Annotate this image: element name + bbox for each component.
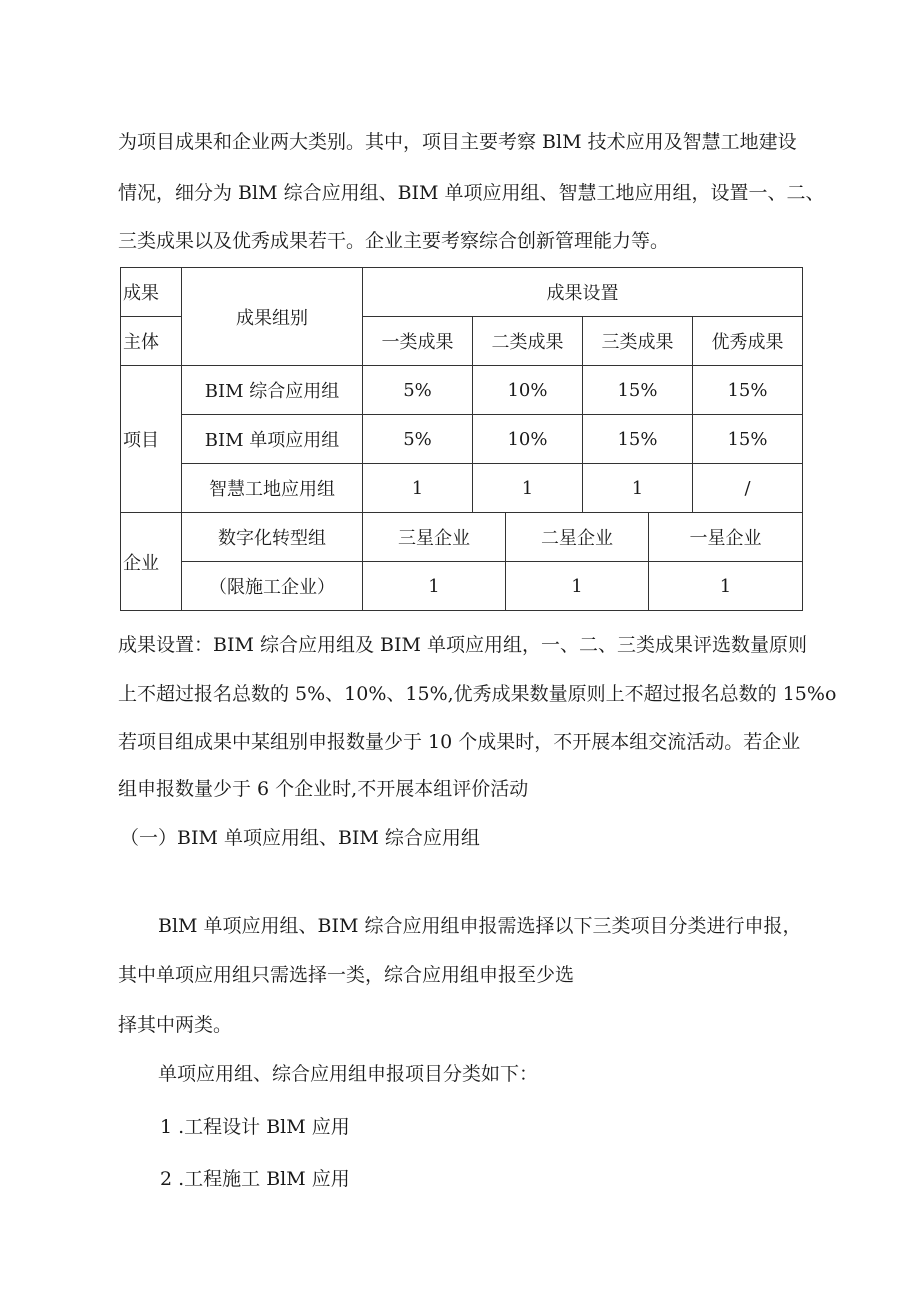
notes-line-2: 上不超过报名总数的 5%、10%、15%,优秀成果数量原则上不超过报名总数的 15%o (118, 683, 837, 705)
level-cell: 二星企业 (506, 513, 649, 562)
header-col-2: 二类成果 (473, 317, 583, 366)
intro-line-3: 三类成果以及优秀成果若干。企业主要考察综合创新管理能力等。 (118, 230, 670, 252)
list-item: 1 .工程设计 BlM 应用 (160, 1116, 350, 1138)
header-setting: 成果设置 (363, 268, 803, 317)
value-cell: 1 (583, 464, 693, 513)
value-cell: 15% (583, 415, 693, 464)
header-group: 成果组别 (182, 268, 363, 366)
value-cell: 15% (583, 366, 693, 415)
header-col-3: 三类成果 (583, 317, 693, 366)
value-cell: 1 (363, 562, 506, 611)
section-body-line-3: 择其中两类。 (118, 1014, 233, 1036)
group-cell: BIM 单项应用组 (182, 415, 363, 464)
value-cell: 5% (363, 366, 473, 415)
subject-project: 项目 (121, 366, 182, 513)
group-cell: BIM 综合应用组 (182, 366, 363, 415)
section-body-line-4: 单项应用组、综合应用组申报项目分类如下： (158, 1063, 539, 1085)
notes-line-4: 组申报数量少于 6 个企业时,不开展本组评价活动 (118, 778, 529, 800)
section-heading: （一）BIM 单项应用组、BIM 综合应用组 (120, 827, 480, 849)
results-table (120, 267, 803, 611)
header-subject-bottom: 主体 (121, 317, 182, 366)
value-cell: 5% (363, 415, 473, 464)
group-cell-enterprise-bottom: （限施工企业） (182, 562, 363, 611)
notes-line-1: 成果设置：BIM 综合应用组及 BIM 单项应用组，一、二、三类成果评选数量原则 (118, 634, 807, 656)
level-cell: 一星企业 (649, 513, 803, 562)
value-cell: 1 (363, 464, 473, 513)
value-cell: 1 (473, 464, 583, 513)
header-col-1: 一类成果 (363, 317, 473, 366)
value-cell: 1 (649, 562, 803, 611)
notes-line-3: 若项目组成果中某组别申报数量少于 10 个成果时，不开展本组交流活动。若企业 (118, 731, 801, 753)
header-col-4: 优秀成果 (693, 317, 803, 366)
header-subject-top: 成果 (121, 268, 182, 317)
section-body-line-1: BlM 单项应用组、BIM 综合应用组申报需选择以下三类项目分类进行申报， (158, 915, 802, 937)
table-row (121, 415, 803, 464)
table-row (121, 366, 803, 415)
section-body-line-2: 其中单项应用组只需选择一类，综合应用组申报至少选 (118, 964, 575, 986)
group-cell-enterprise-top: 数字化转型组 (182, 513, 363, 562)
group-cell: 智慧工地应用组 (182, 464, 363, 513)
value-cell: 10% (473, 366, 583, 415)
list-item: 2 .工程施工 BlM 应用 (160, 1168, 350, 1190)
value-cell: 1 (506, 562, 649, 611)
intro-line-1: 为项目成果和企业两大类别。其中，项目主要考察 BlM 技术应用及智慧工地建设 (118, 131, 797, 153)
level-cell: 三星企业 (363, 513, 506, 562)
value-cell: / (693, 464, 803, 513)
value-cell: 15% (693, 415, 803, 464)
value-cell: 15% (693, 366, 803, 415)
table-row (121, 562, 803, 611)
subject-enterprise: 企业 (121, 513, 182, 611)
table-row (121, 513, 803, 562)
table-row (121, 464, 803, 513)
intro-line-2: 情况，细分为 BlM 综合应用组、BIM 单项应用组、智慧工地应用组，设置一、二、 (118, 182, 825, 204)
value-cell: 10% (473, 415, 583, 464)
